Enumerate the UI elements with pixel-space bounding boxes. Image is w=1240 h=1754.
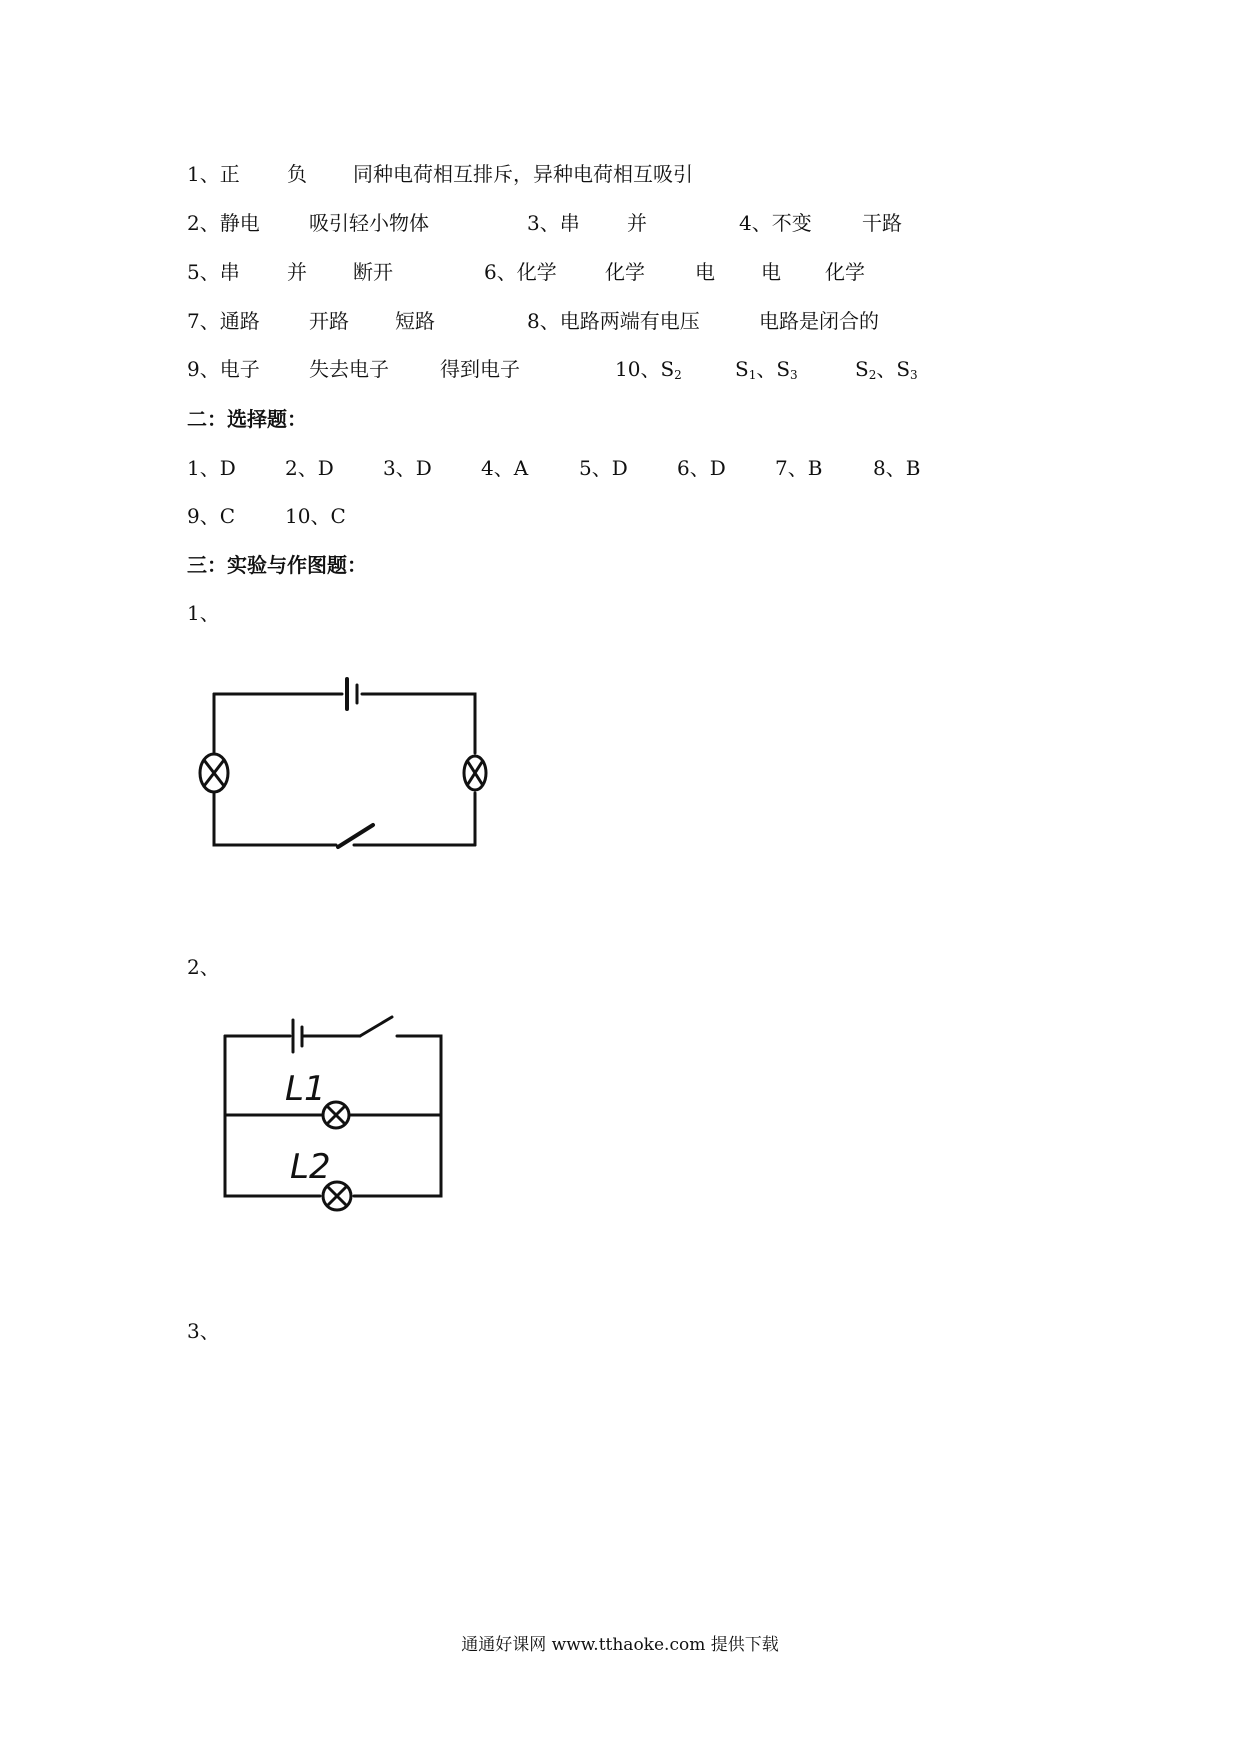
answer: 8、电路两端有电压 <box>527 309 700 333</box>
answer: 吸引轻小物体 <box>309 211 429 235</box>
choice-answer: 4、A <box>481 456 529 480</box>
answer: 开路 <box>309 309 349 333</box>
choice-answer: 2、D <box>285 456 334 480</box>
section-heading-choice: 二：选择题： <box>187 407 307 431</box>
answer: 干路 <box>862 211 902 235</box>
switch-blade <box>360 1017 392 1036</box>
answer: 9、电子 <box>187 357 260 381</box>
answer: 电 <box>761 260 781 284</box>
choice-answer: 1、D <box>187 456 236 480</box>
section-heading-experiment: 三：实验与作图题： <box>187 553 367 577</box>
choice-answer: 10、C <box>285 504 346 528</box>
answer: 6、化学 <box>484 260 557 284</box>
answer: 得到电子 <box>440 357 520 381</box>
lamp-l2-cross <box>328 1187 346 1205</box>
lamp-l1-label: L1 <box>285 1069 326 1109</box>
answer: 电路是闭合的 <box>759 309 879 333</box>
item-number-1: 1、 <box>187 601 220 625</box>
answer: 2、静电 <box>187 211 260 235</box>
answer: 同种电荷相互排斥，异种电荷相互吸引 <box>353 162 693 186</box>
answer: 5、串 <box>187 260 240 284</box>
choice-answer: 9、C <box>187 504 236 528</box>
answer: 断开 <box>353 260 393 284</box>
choice-answer: 6、D <box>677 456 726 480</box>
page-footer: 通通好课网 www.tthaoke.com 提供下载 <box>461 1635 779 1655</box>
answer: 3、串 <box>527 211 580 235</box>
answer: 并 <box>287 260 307 284</box>
answer: 失去电子 <box>309 357 389 381</box>
answer: 7、通路 <box>187 309 260 333</box>
lamp-l1-cross <box>327 1106 345 1124</box>
lamp-l2-label: L2 <box>290 1147 331 1187</box>
choice-answer: 3、D <box>383 456 432 480</box>
answer: 负 <box>287 162 307 186</box>
answer: 并 <box>627 211 647 235</box>
answer: 短路 <box>395 309 435 333</box>
item-number-3: 3、 <box>187 1319 220 1343</box>
choice-answer: 5、D <box>579 456 628 480</box>
answer-q10: $S_1$、$S_3$ <box>735 357 798 382</box>
choice-answer: 8、B <box>873 456 921 480</box>
answer: 化学 <box>825 260 865 284</box>
item-number-2: 2、 <box>187 955 220 979</box>
answer: 4、不变 <box>739 211 812 235</box>
answer-q10: 10、$S_2$ <box>615 357 682 382</box>
answer-q10: $S_2$、$S_3$ <box>855 357 918 382</box>
choice-answer: 7、B <box>775 456 823 480</box>
answer: 化学 <box>605 260 645 284</box>
answer: 电 <box>695 260 715 284</box>
answer: 1、正 <box>187 162 240 186</box>
